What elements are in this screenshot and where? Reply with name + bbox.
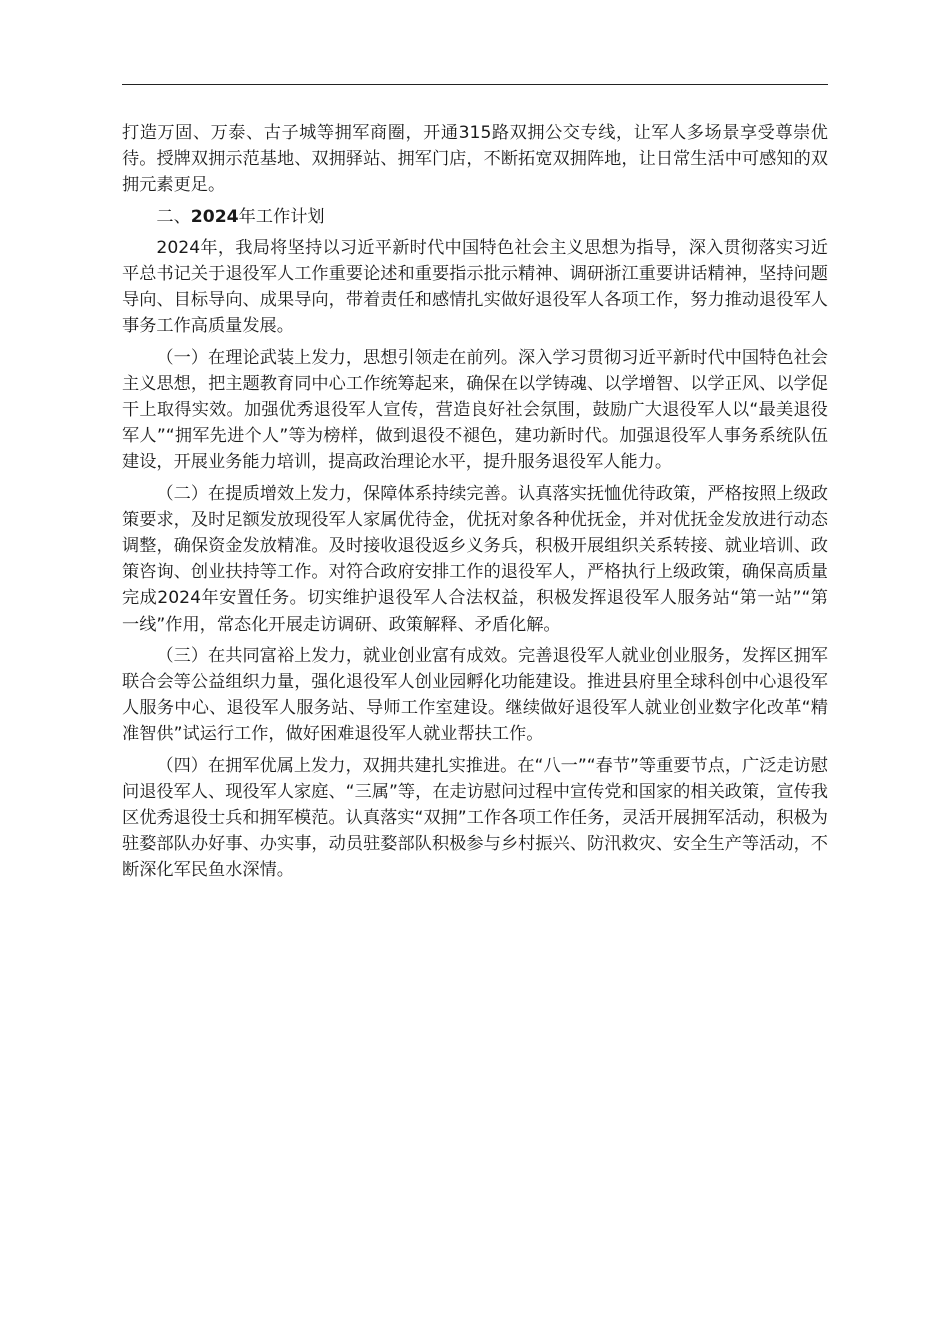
plan-item-4: （四）在拥军优属上发力，双拥共建扎实推进。在“八一”“春节”等重要节点，广泛走访慰问退役军人、现役军人家庭、“三属”等，在走访慰问过程中宣传党和国家的相关政策，宣传我区优秀退役士兵和拥军模范。认真落实“双拥”工作各项工作任务，灵活开展拥军活动，积极为驻婺部队办好事、办实事，动员驻婺部队积极参与乡村振兴、防汛救灾、安全生产等活动，不断深化军民鱼水深情。 <box>122 755 828 881</box>
intro-paragraph: 2024年，我局将坚持以习近平新时代中国特色社会主义思想为指导，深入贯彻落实习近平总书记关于退役军人工作重要论述和重要指示批示精神、调研浙江重要讲话精神，坚持问题导向、目标导向、成果导向，带着责任和感情扎实做好退役军人各项工作，努力推动退役军人事务工作高质量发展。 <box>122 237 828 337</box>
continuation-paragraph: 打造万固、万泰、古子城等拥军商圈，开通315路双拥公交专线，让军人多场景享受尊崇优待。授牌双拥示范基地、双拥驿站、拥军门店，不断拓宽双拥阵地，让日常生活中可感知的双拥元素更足。 <box>122 123 828 196</box>
section-heading <box>122 204 828 230</box>
section-heading-prefix: 二、 <box>156 206 191 227</box>
document-body <box>122 120 828 889</box>
section-heading-year: 2024 <box>190 206 239 227</box>
plan-item-2: （二）在提质增效上发力，保障体系持续完善。认真落实抚恤优待政策，严格按照上级政策要求，及时足额发放现役军人家属优待金，优抚对象各种优抚金，并对优抚金发放进行动态调整，确保资金发放精准。及时接收退役返乡义务兵，积极开展组织关系转接、就业培训、政策咨询、创业扶持等工作。对符合政府安排工作的退役军人，严格执行上级政策，确保高质量完成2024年安置任务。切实维护退役军人合法权益，积极发挥退役军人服务站“第一站”“第一线”作用，常态化开展走访调研、政策解释、矛盾化解。 <box>122 483 828 635</box>
header-rule <box>122 84 828 85</box>
plan-item-3: （三）在共同富裕上发力，就业创业富有成效。完善退役军人就业创业服务，发挥区拥军联合会等公益组织力量，强化退役军人创业园孵化功能建设。推进县府里全球科创中心退役军人服务中心、退役军人服务站、导师工作室建设。继续做好退役军人就业创业数字化改革“精准智供”试运行工作，做好困难退役军人就业帮扶工作。 <box>122 645 828 745</box>
section-heading-suffix: 年工作计划 <box>238 206 325 227</box>
plan-item-1: （一）在理论武装上发力，思想引领走在前列。深入学习贯彻习近平新时代中国特色社会主义思想，把主题教育同中心工作统筹起来，确保在以学铸魂、以学增智、以学正风、以学促干上取得实效。加强优秀退役军人宣传，营造良好社会氛围，鼓励广大退役军人以“最美退役军人”“拥军先进个人”等为榜样，做到退役不褪色，建功新时代。加强退役军人事务系统队伍建设，开展业务能力培训，提高政治理论水平，提升服务退役军人能力。 <box>122 347 828 473</box>
